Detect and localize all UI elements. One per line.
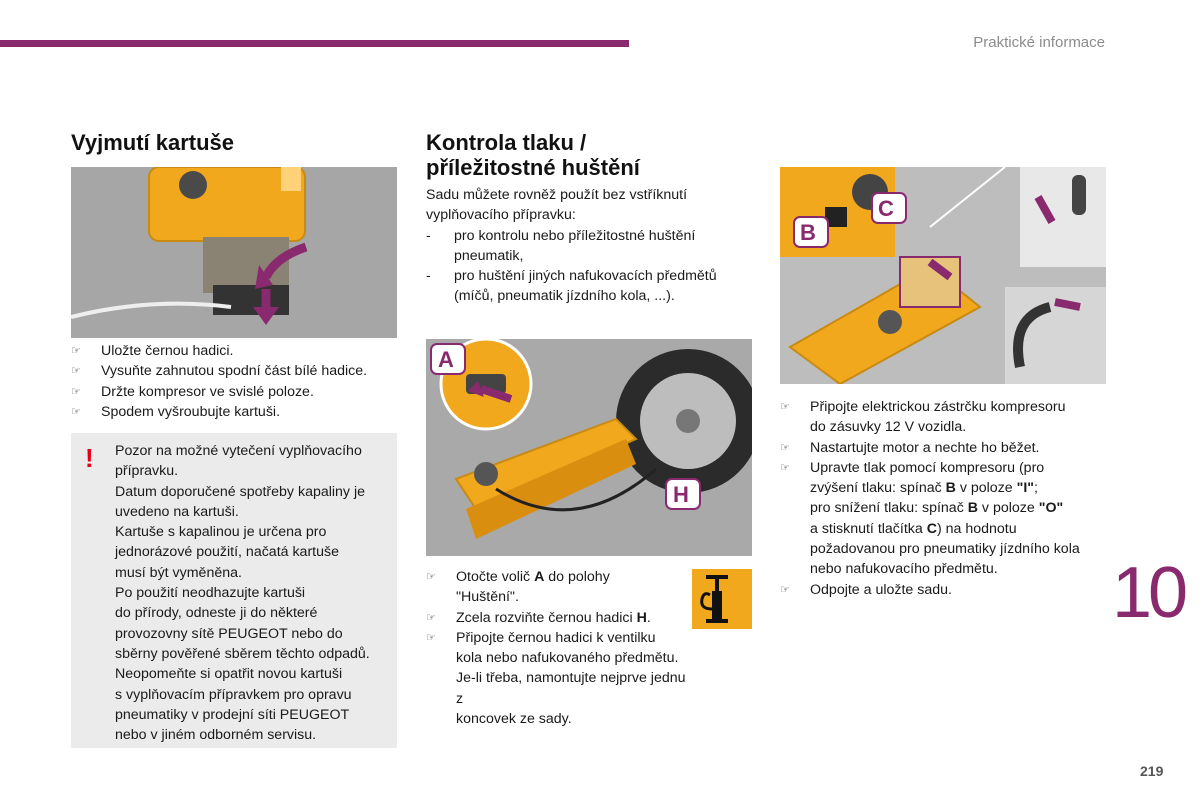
chapter-number: 10: [1112, 553, 1185, 633]
list-item: ☞ Vysuňte zahnutou spodní část bílé hadice.: [71, 361, 401, 381]
left-bullet-list: [71, 341, 401, 422]
list-item: - pro huštění jiných nafukovacích předmětů (míčů, pneumatik jízdního kola, ...).: [426, 268, 717, 305]
warning-text: Pozor na možné vytečení vyplňovacího přípravku. Datum doporučené spotřeby kapaliny je uvedeno na kartuši. Kartuše s kapalinou je určena pro jednorázové použití, načatá kartuše musí být vyměněna. Po použití neodhazujte kartuši do přírody, odneste ji do některé provozovny sítě PEUGEOT nebo do sběrny pověřené sběrem těchto odpadů. Neopomeňte si opatřit novou kartuši s vyplňovacím přípravkem pro opravu pneumatiky v prodejní síti PEUGEOT nebo v jiném odborném servisu.: [115, 443, 370, 744]
bullet-icon: ☞: [780, 583, 790, 596]
middle-bullet-list: [426, 567, 696, 729]
cartridge-removal-illustration: [71, 167, 397, 338]
warning-exclamation-icon: !: [85, 443, 94, 473]
section-header: Praktické informace: [973, 34, 1105, 51]
left-section-title: Vyjmutí kartuše: [71, 130, 235, 155]
bullet-icon: ☞: [71, 385, 81, 398]
list-item: ☞ Držte kompresor ve svislé poloze.: [71, 382, 401, 402]
label-b: B: [800, 220, 816, 245]
list-item: ☞ Zcela rozviňte černou hadici H.: [426, 608, 696, 628]
pump-icon: [692, 569, 752, 629]
warning-box: [71, 433, 397, 748]
list-item: ☞ Upravte tlak pomocí kompresoru (pro zvýšení tlaku: spínač B v poloze "I"; pro snížení tlaku: spínač B v poloze "O" a stisknutí tlačítka C) na hodnotu požadovanou pro pneumatiky jízdního kola nebo nafukovacího předmětu.: [780, 459, 1080, 578]
dash-list: [426, 226, 756, 307]
compressor-connection-illustration: [780, 167, 1106, 384]
label-h: H: [673, 482, 689, 507]
bullet-icon: ☞: [71, 365, 81, 378]
list-item: ☞ Odpojte a uložte sadu.: [780, 580, 1110, 600]
inflation-kit-illustration: [426, 339, 752, 556]
list-item: ☞ Otočte volič A do polohy "Huštění".: [426, 569, 610, 606]
middle-section-title: Kontrola tlaku / příležitostné huštění: [426, 130, 640, 180]
list-item: ☞ Uložte černou hadici.: [71, 341, 401, 361]
list-item: ☞ Nastartujte motor a nechte ho běžet.: [780, 438, 1110, 458]
bullet-icon: ☞: [780, 461, 790, 474]
bullet-icon: ☞: [780, 401, 790, 413]
middle-intro: Sadu můžete rovněž použít bez vstříknutí vyplňovacího přípravku: - pro kontrolu nebo příležitostné huštění pneumatik, - pro huštění jiných nafukovacích předmětů (míčů, pneumatik jízdního kola, ...).: [426, 185, 756, 307]
right-bullet-list: [780, 397, 1110, 600]
bullet-icon: ☞: [71, 405, 81, 418]
bullet-icon: ☞: [426, 611, 436, 624]
list-item: ☞ Spodem vyšroubujte kartuši.: [71, 402, 401, 422]
header-accent-bar: [0, 40, 629, 47]
bullet-icon: ☞: [780, 441, 790, 454]
bullet-icon: ☞: [71, 345, 81, 357]
list-item: ☞ Připojte černou hadici k ventilku kola nebo nafukovaného předmětu. Je-li třeba, namontujte nejprve jednu z koncovek ze sady.: [426, 629, 686, 728]
label-c: C: [878, 196, 894, 221]
list-item: ☞ Připojte elektrickou zástrčku kompresoru do zásuvky 12 V vozidla.: [780, 399, 1066, 436]
bullet-icon: ☞: [426, 571, 436, 583]
list-item: - pro kontrolu nebo příležitostné huštění pneumatik,: [426, 227, 696, 264]
bullet-icon: ☞: [426, 631, 436, 644]
page-number: 219: [1140, 763, 1164, 779]
label-a: A: [438, 347, 454, 372]
